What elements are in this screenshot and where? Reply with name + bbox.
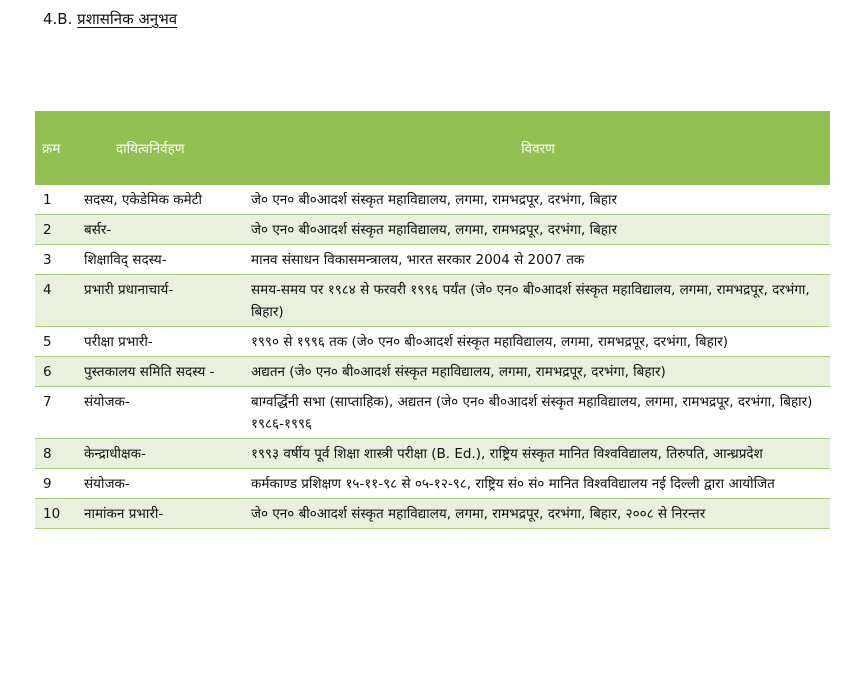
header-row	[35, 111, 830, 185]
table-body	[35, 185, 830, 529]
table-row	[35, 215, 830, 245]
row-role: नामांकन प्रभारी-	[78, 499, 246, 529]
table-row	[35, 357, 830, 387]
row-number: 3	[35, 245, 78, 275]
table-header	[35, 111, 830, 185]
row-role: शिक्षाविद् सदस्य-	[78, 245, 246, 275]
row-role: प्रभारी प्रधानाचार्य-	[78, 275, 246, 327]
header-details: विवरण	[246, 111, 830, 185]
table-row	[35, 469, 830, 499]
row-detail: जे० एन० बी०आदर्श संस्कृत महाविद्यालय, लगमा, रामभद्रपूर, दरभंगा, बिहार	[246, 185, 830, 215]
section-title: प्रशासनिक अनुभव	[77, 10, 178, 28]
row-role: पुस्तकालय समिति सदस्य -	[78, 357, 246, 387]
row-number: 5	[35, 327, 78, 357]
row-number: 1	[35, 185, 78, 215]
section-number: 4.B.	[43, 10, 73, 28]
row-detail: १९९३ वर्षीय पूर्व शिक्षा शास्त्री परीक्षा (B. Ed.), राष्ट्रिय संस्कृत मानित विश्वविद्यालय, तिरुपति, आन्ध्रप्रदेश	[246, 439, 830, 469]
table-row	[35, 387, 830, 439]
section-heading	[43, 9, 177, 29]
administrative-experience-table	[35, 111, 830, 529]
row-role: सदस्य, एकेडेमिक कमेटी	[78, 185, 246, 215]
row-detail: जे० एन० बी०आदर्श संस्कृत महाविद्यालय, लगमा, रामभद्रपूर, दरभंगा, बिहार	[246, 215, 830, 245]
row-role: संयोजक-	[78, 469, 246, 499]
row-number: 2	[35, 215, 78, 245]
row-role: केन्द्राधीक्षक-	[78, 439, 246, 469]
row-number: 6	[35, 357, 78, 387]
table-row	[35, 499, 830, 529]
header-serial: क्रम	[35, 111, 78, 185]
row-role: परीक्षा प्रभारी-	[78, 327, 246, 357]
row-number: 7	[35, 387, 78, 439]
row-detail: १९९० से १९९६ तक (जे० एन० बी०आदर्श संस्कृत महाविद्यालय, लगमा, रामभद्रपूर, दरभंगा, बिहार)	[246, 327, 830, 357]
row-detail: मानव संसाधन विकासमन्त्रालय, भारत सरकार 2004 से 2007 तक	[246, 245, 830, 275]
header-responsibility: दायित्वनिर्वहण	[78, 111, 246, 185]
table-row	[35, 245, 830, 275]
table-row	[35, 275, 830, 327]
row-role: संयोजक-	[78, 387, 246, 439]
row-number: 10	[35, 499, 78, 529]
table-row	[35, 327, 830, 357]
row-number: 8	[35, 439, 78, 469]
row-detail: समय-समय पर १९८४ से फरवरी १९९६ पर्यंत (जे० एन० बी०आदर्श संस्कृत महाविद्यालय, लगमा, रामभद्रपूर, दरभंगा, बिहार)	[246, 275, 830, 327]
row-detail: बाग्वर्द्धिनी सभा (साप्ताहिक), अद्यतन (जे० एन० बी०आदर्श संस्कृत महाविद्यालय, लगमा, रामभद्रपूर, दरभंगा, बिहार) १९८६-१९९६	[246, 387, 830, 439]
row-detail: जे० एन० बी०आदर्श संस्कृत महाविद्यालय, लगमा, रामभद्रपूर, दरभंगा, बिहार, २००८ से निरन्तर	[246, 499, 830, 529]
row-role: बर्सर-	[78, 215, 246, 245]
row-detail: कर्मकाण्ड प्रशिक्षण १५-११-९८ से ०५-१२-९८, राष्ट्रिय सं० सं० मानित विश्वविद्यालय नई दिल्ली द्वारा आयोजित	[246, 469, 830, 499]
table-row	[35, 439, 830, 469]
table-row	[35, 185, 830, 215]
row-number: 9	[35, 469, 78, 499]
row-detail: अद्यतन (जे० एन० बी०आदर्श संस्कृत महाविद्यालय, लगमा, रामभद्रपूर, दरभंगा, बिहार)	[246, 357, 830, 387]
row-number: 4	[35, 275, 78, 327]
